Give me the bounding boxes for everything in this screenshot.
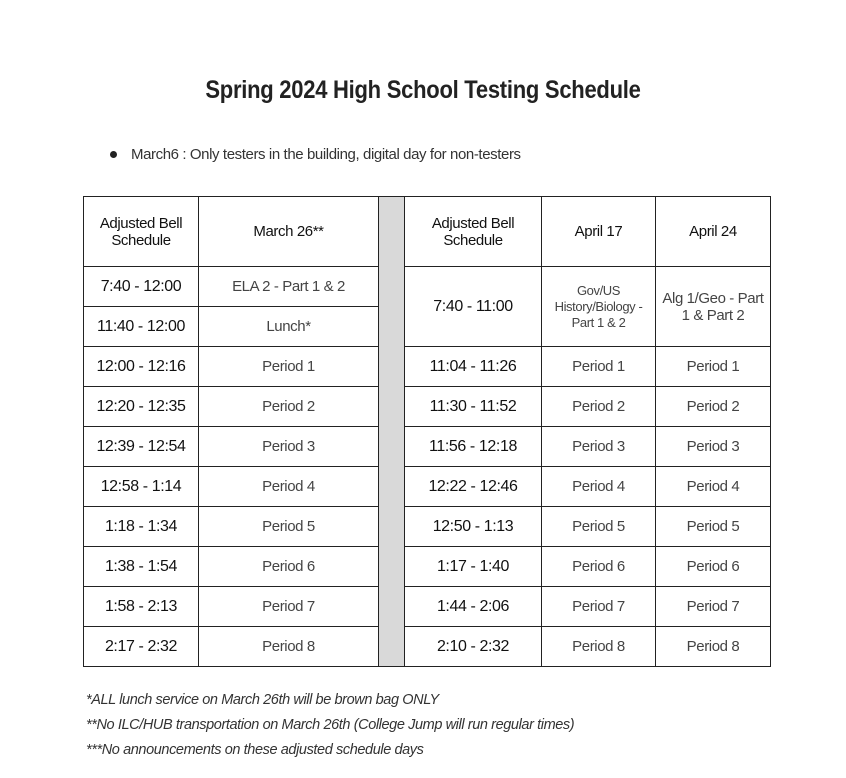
activity-cell: Period 4 <box>199 467 379 507</box>
activity-cell: Period 8 <box>656 627 771 667</box>
time-cell: 11:30 - 11:52 <box>405 387 542 427</box>
bullet-icon <box>110 151 117 158</box>
footnotes <box>86 688 574 763</box>
time-cell: 7:40 - 11:00 <box>405 267 542 347</box>
table-row <box>84 547 771 587</box>
activity-cell: Period 4 <box>542 467 656 507</box>
activity-cell: Lunch* <box>199 307 379 347</box>
header-cell: April 24 <box>656 197 771 267</box>
time-cell: 11:04 - 11:26 <box>405 347 542 387</box>
activity-cell: Period 8 <box>542 627 656 667</box>
table-row <box>84 267 771 307</box>
table-row <box>84 347 771 387</box>
activity-cell: Alg 1/Geo - Part 1 & Part 2 <box>656 267 771 347</box>
activity-cell: Period 6 <box>656 547 771 587</box>
activity-cell: Period 7 <box>542 587 656 627</box>
table-row <box>84 467 771 507</box>
header-cell: Adjusted Bell Schedule <box>84 197 199 267</box>
time-cell: 12:58 - 1:14 <box>84 467 199 507</box>
time-cell: 12:20 - 12:35 <box>84 387 199 427</box>
activity-cell: Period 5 <box>199 507 379 547</box>
time-cell: 11:56 - 12:18 <box>405 427 542 467</box>
time-cell: 2:10 - 2:32 <box>405 627 542 667</box>
footnote: *ALL lunch service on March 26th will be brown bag ONLY <box>86 692 439 708</box>
activity-cell: Period 1 <box>199 347 379 387</box>
page-title: Spring 2024 High School Testing Schedule <box>205 76 641 104</box>
time-cell: 1:58 - 2:13 <box>84 587 199 627</box>
activity-cell: Period 7 <box>199 587 379 627</box>
footnote: **No ILC/HUB transportation on March 26th (College Jump will run regular times) <box>86 717 575 733</box>
time-cell: 1:38 - 1:54 <box>84 547 199 587</box>
table-row <box>84 587 771 627</box>
activity-cell: Period 3 <box>542 427 656 467</box>
activity-cell: Period 5 <box>542 507 656 547</box>
divider-column <box>379 197 405 667</box>
header-cell: Adjusted Bell Schedule <box>405 197 542 267</box>
footnote: ***No announcements on these adjusted schedule days <box>86 742 424 758</box>
time-cell: 11:40 - 12:00 <box>84 307 199 347</box>
activity-cell: Period 3 <box>656 427 771 467</box>
header-cell: March 26** <box>199 197 379 267</box>
time-cell: 12:50 - 1:13 <box>405 507 542 547</box>
bullet-note <box>110 146 521 163</box>
activity-cell: Period 2 <box>199 387 379 427</box>
time-cell: 12:00 - 12:16 <box>84 347 199 387</box>
activity-cell: Gov/US History/Biology - Part 1 & 2 <box>542 267 656 347</box>
header-row <box>84 197 771 267</box>
activity-cell: Period 7 <box>656 587 771 627</box>
time-cell: 7:40 - 12:00 <box>84 267 199 307</box>
time-cell: 12:22 - 12:46 <box>405 467 542 507</box>
table-row <box>84 427 771 467</box>
activity-cell: Period 8 <box>199 627 379 667</box>
activity-cell: Period 1 <box>542 347 656 387</box>
schedule-table <box>83 196 771 667</box>
activity-cell: Period 5 <box>656 507 771 547</box>
activity-cell: Period 1 <box>656 347 771 387</box>
activity-cell: Period 2 <box>542 387 656 427</box>
activity-cell: ELA 2 - Part 1 & 2 <box>199 267 379 307</box>
time-cell: 1:44 - 2:06 <box>405 587 542 627</box>
activity-cell: Period 3 <box>199 427 379 467</box>
time-cell: 2:17 - 2:32 <box>84 627 199 667</box>
bullet-text: March6 : Only testers in the building, digital day for non-testers <box>131 146 521 163</box>
activity-cell: Period 4 <box>656 467 771 507</box>
table-row <box>84 627 771 667</box>
time-cell: 1:17 - 1:40 <box>405 547 542 587</box>
activity-cell: Period 6 <box>199 547 379 587</box>
activity-cell: Period 6 <box>542 547 656 587</box>
header-cell: April 17 <box>542 197 656 267</box>
time-cell: 1:18 - 1:34 <box>84 507 199 547</box>
table-row <box>84 387 771 427</box>
table-row <box>84 507 771 547</box>
time-cell: 12:39 - 12:54 <box>84 427 199 467</box>
activity-cell: Period 2 <box>656 387 771 427</box>
